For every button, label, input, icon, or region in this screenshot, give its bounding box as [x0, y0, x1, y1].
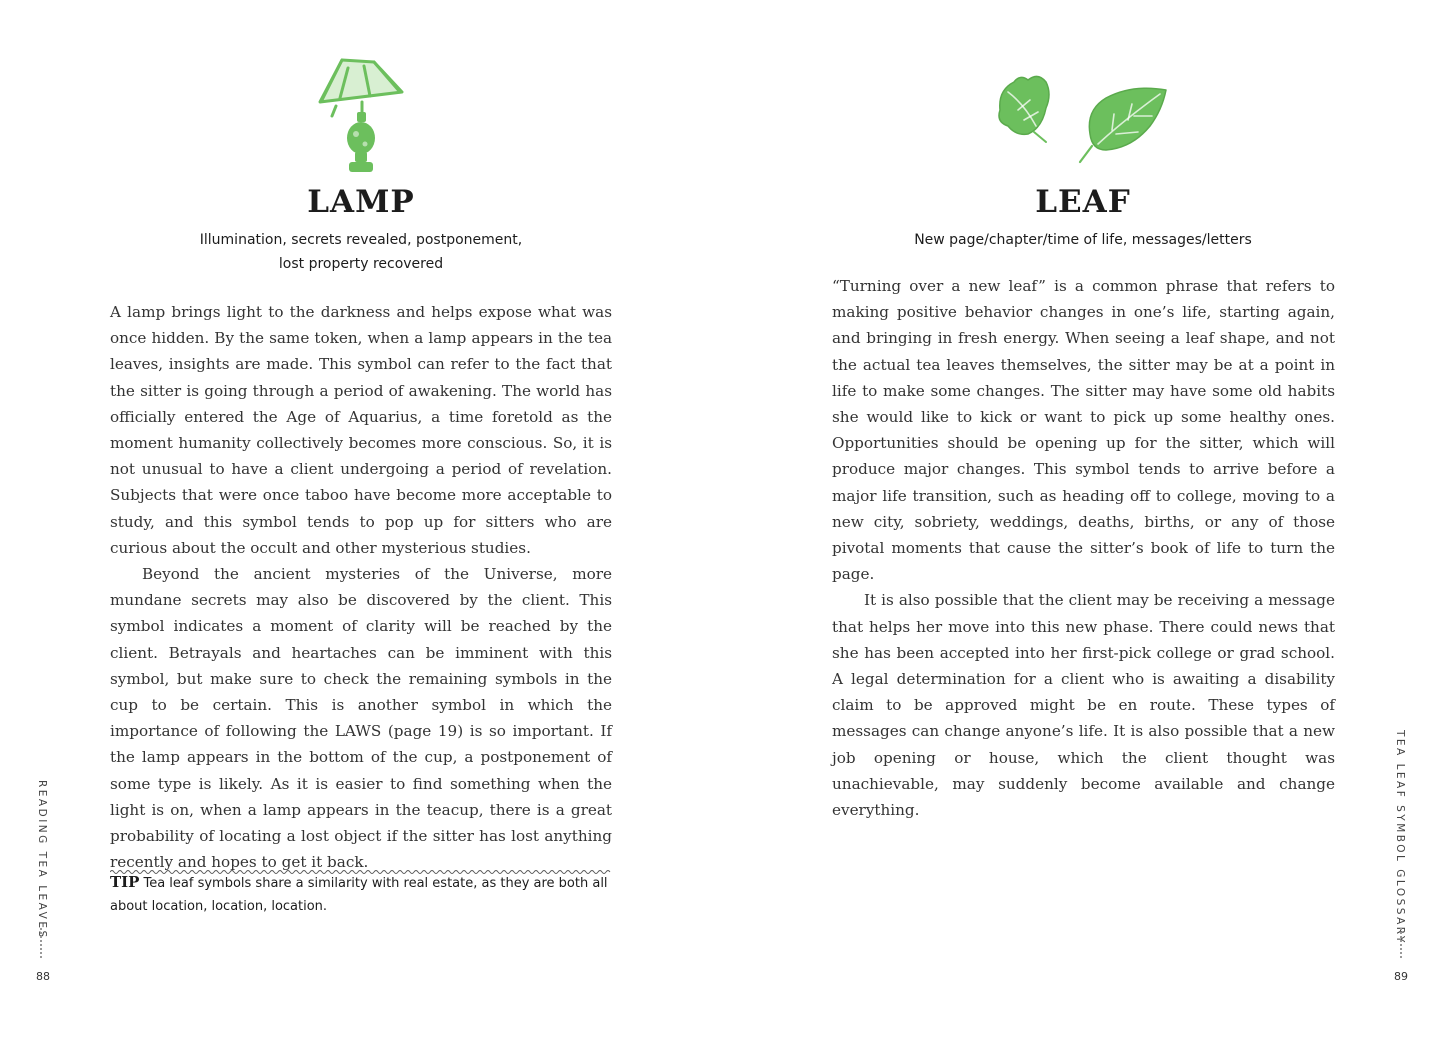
page-number: 89 [1394, 970, 1408, 983]
paragraph: “Turning over a new leaf” is a common phrase that refers to making positive behavior changes in one’s life, starting again, and bringing in fresh energy. When seeing a leaf shape, and not the actual tea leaves themselves, the sitter may be at a point in life to make some changes. The sitter may have some old habits she would like to kick or want to pick up some healthy ones. Opportunities should be opening up for the sitter, which will produce major changes. This symbol tends to arrive before a major life transition, such as heading off to college, moving to a new city, sobriety, weddings, deaths, births, or any of those pivotal moments that cause the sitter’s book of life to turn the page. [832, 277, 1335, 584]
page-number: 88 [36, 970, 50, 983]
subtitle-line: Illumination, secrets revealed, postponement, [199, 232, 523, 248]
paragraph: It is also possible that the client may be receiving a message that helps her move into this new phase. There could news that she has been accepted into her first-pick college or grad school. A legal determination for a client who is awaiting a disability claim to be approved might be en route. These types of messages can change anyone’s life. It is also possible that a new job opening or house, which the client thought was unachievable, may suddenly become available and change everything. [832, 591, 1335, 820]
paragraph: A lamp brings light to the darkness and helps expose what was once hidden. By the same token, when a lamp appears in the tea leaves, insights are made. This symbol can refer to the fact that the sitter is going through a period of awakening. The world has officially entered the Age of Aquarius, a time foretold as the moment humanity collectively becomes more conscious. So, it is not unusual to have a client undergoing a period of revelation. Subjects that were once taboo have become more acceptable to study, and this symbol tends to pop up for sitters who are curious about the occult and other mysterious studies. [110, 303, 612, 557]
lamp-icon [312, 54, 408, 178]
page-title: LEAF [1035, 184, 1131, 220]
left-page [0, 0, 722, 1037]
running-head-right: TEA LEAF SYMBOL GLOSSARY [1394, 730, 1406, 945]
tip-label: TIP [110, 873, 140, 891]
running-head-left: READING TEA LEAVES [36, 780, 48, 940]
subtitle [832, 228, 1334, 252]
leaf-icon [994, 70, 1170, 166]
paragraph: Beyond the ancient mysteries of the Universe, more mundane secrets may also be discovered by the client. This symbol indicates a moment of clarity will be reached by the client. Betrayals and heartaches can be imminent with this symbol, but make sure to check the remaining symbols in the cup to be certain. This is another symbol in which the importance of following the LAWS (page 19) is so important. If the lamp appears in the bottom of the cup, a postponement of some type is likely. As it is easier to find something when the light is on, when a lamp appears in the teacup, there is a great probability of locating a lost object if the sitter has lost anything recently and hopes to get it back. [110, 565, 612, 872]
tip-box [110, 871, 612, 918]
dotted-rule [1400, 928, 1404, 958]
page-title: LAMP [307, 184, 415, 220]
body-text [832, 273, 1335, 823]
subtitle [110, 228, 612, 276]
body-text [110, 299, 612, 875]
dotted-rule [40, 928, 44, 958]
subtitle-line: New page/chapter/time of life, messages/letters [914, 232, 1252, 248]
right-page [722, 0, 1445, 1037]
subtitle-line: lost property recovered [278, 256, 444, 272]
tip-text: Tea leaf symbols share a similarity with real estate, as they are both all about location, location, location. [110, 876, 608, 914]
wavy-divider [110, 860, 612, 866]
